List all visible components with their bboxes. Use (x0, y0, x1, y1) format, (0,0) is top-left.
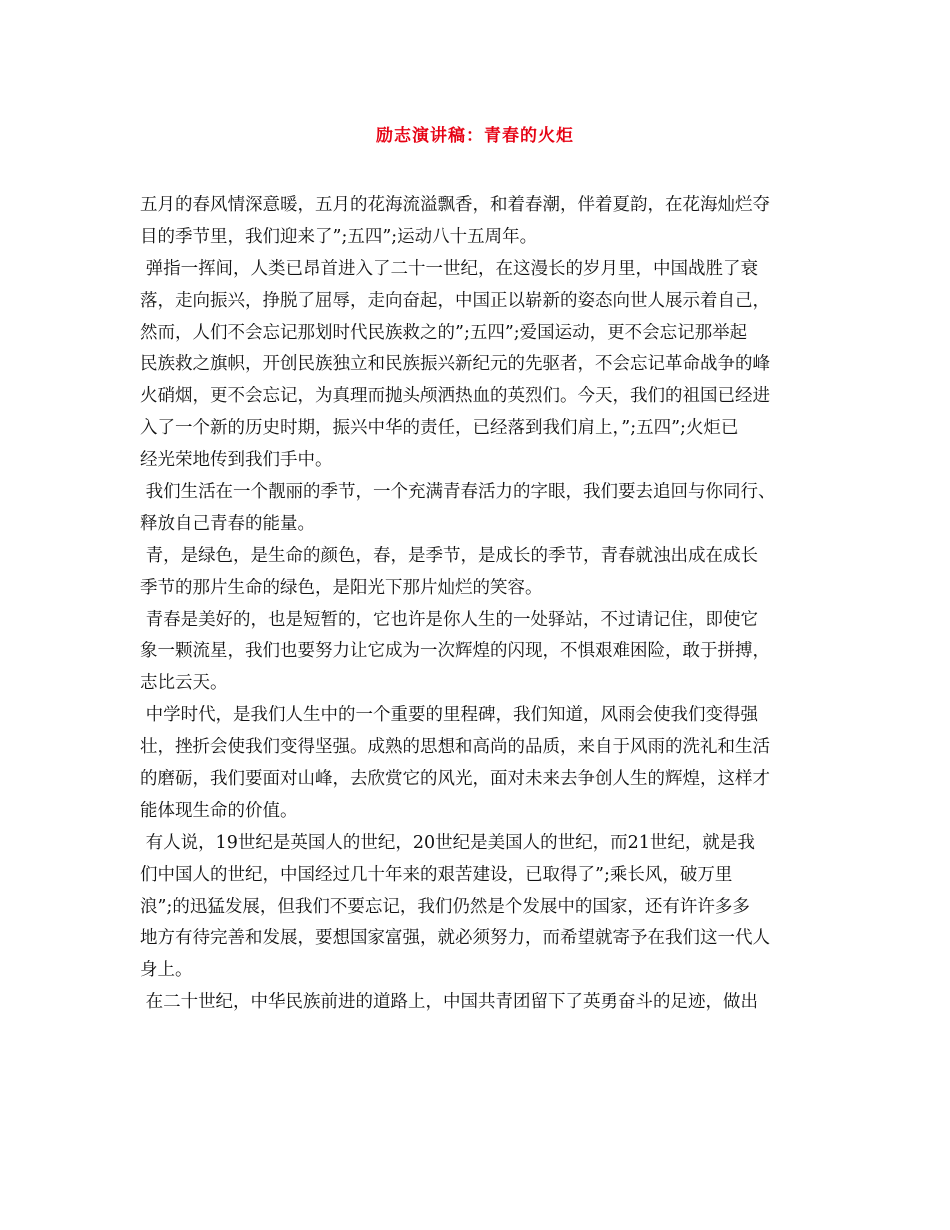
text-line: 释放自己青春的能量。 (140, 513, 315, 534)
text-line: 浪”;的迅猛发展，但我们不要忘记，我们仍然是个发展中的国家，还有许许多多 (140, 896, 750, 917)
text-line: 青春是美好的，也是短暂的，它也许是你人生的一处驿站，不过请记住，即使它 (140, 609, 759, 630)
text-line: 民族救之旗帜，开创民族独立和民族振兴新纪元的先驱者，不会忘记革命战争的峰 (140, 354, 770, 375)
text-line: 们中国人的世纪，中国经过几十年来的艰苦建设，已取得了”;乘长风，破万里 (140, 864, 733, 885)
text-line: 能体现生命的价值。 (140, 800, 298, 821)
text-line: 在二十世纪，中华民族前进的道路上，中国共青团留下了英勇奋斗的足迹，做出 (140, 992, 759, 1013)
text-line: 然而，人们不会忘记那划时代民族救之的”;五四”;爱国运动，更不会忘记那举起 (140, 322, 748, 343)
text-line: 地方有待完善和发展，要想国家富强，就必须努力，而希望就寄予在我们这一代人 (140, 928, 770, 949)
text-line: 目的季节里，我们迎来了”;五四”;运动八十五周年。 (140, 226, 538, 247)
text-line: 青，是绿色，是生命的颜色，春，是季节，是成长的季节，青春就浊出成在成长 (140, 545, 759, 566)
text-line: 我们生活在一个靓丽的季节，一个充满青春活力的字眼，我们要去追回与你同行、 (140, 482, 776, 503)
text-line: 火硝烟，更不会忘记，为真理而抛头颅洒热血的英烈们。今天，我们的祖国已经进 (140, 386, 770, 407)
text-line: 经光荣地传到我们手中。 (140, 450, 333, 471)
text-line: 季节的那片生命的绿色，是阳光下那片灿烂的笑容。 (140, 577, 543, 598)
document-body (140, 190, 830, 1019)
text-line: 志比云天。 (140, 673, 228, 694)
document-title: 励志演讲稿：青春的火炬 (376, 126, 574, 146)
text-line: 有人说，19世纪是英国人的世纪，20世纪是美国人的世纪，而21世纪，就是我 (140, 832, 755, 853)
text-line: 象一颗流星，我们也要努力让它成为一次辉煌的闪现，不惧艰难困险，敢于拼搏， (140, 641, 770, 662)
text-line: 落，走向振兴，挣脱了屈辱，走向奋起，中国正以崭新的姿态向世人展示着自己， (140, 290, 770, 311)
text-line: 的磨砺，我们要面对山峰，去欣赏它的风光，面对未来去争创人生的辉煌，这样才 (140, 769, 770, 790)
text-line: 中学时代，是我们人生中的一个重要的里程碑，我们知道，风雨会使我们变得强 (140, 705, 759, 726)
text-line: 入了一个新的历史时期，振兴中华的责任，已经落到我们肩上，”;五四”;火炬已 (140, 418, 739, 439)
text-line: 身上。 (140, 960, 193, 981)
text-line: 五月的春风情深意暖，五月的花海流溢飘香，和着春潮，伴着夏韵，在花海灿烂夺 (140, 195, 770, 215)
text-line: 弹指一挥间，人类已昂首进入了二十一世纪，在这漫长的岁月里，中国战胜了衰 (140, 258, 759, 279)
text-line: 壮，挫折会使我们变得坚强。成熟的思想和高尚的品质，来自于风雨的洗礼和生活 (140, 737, 770, 758)
